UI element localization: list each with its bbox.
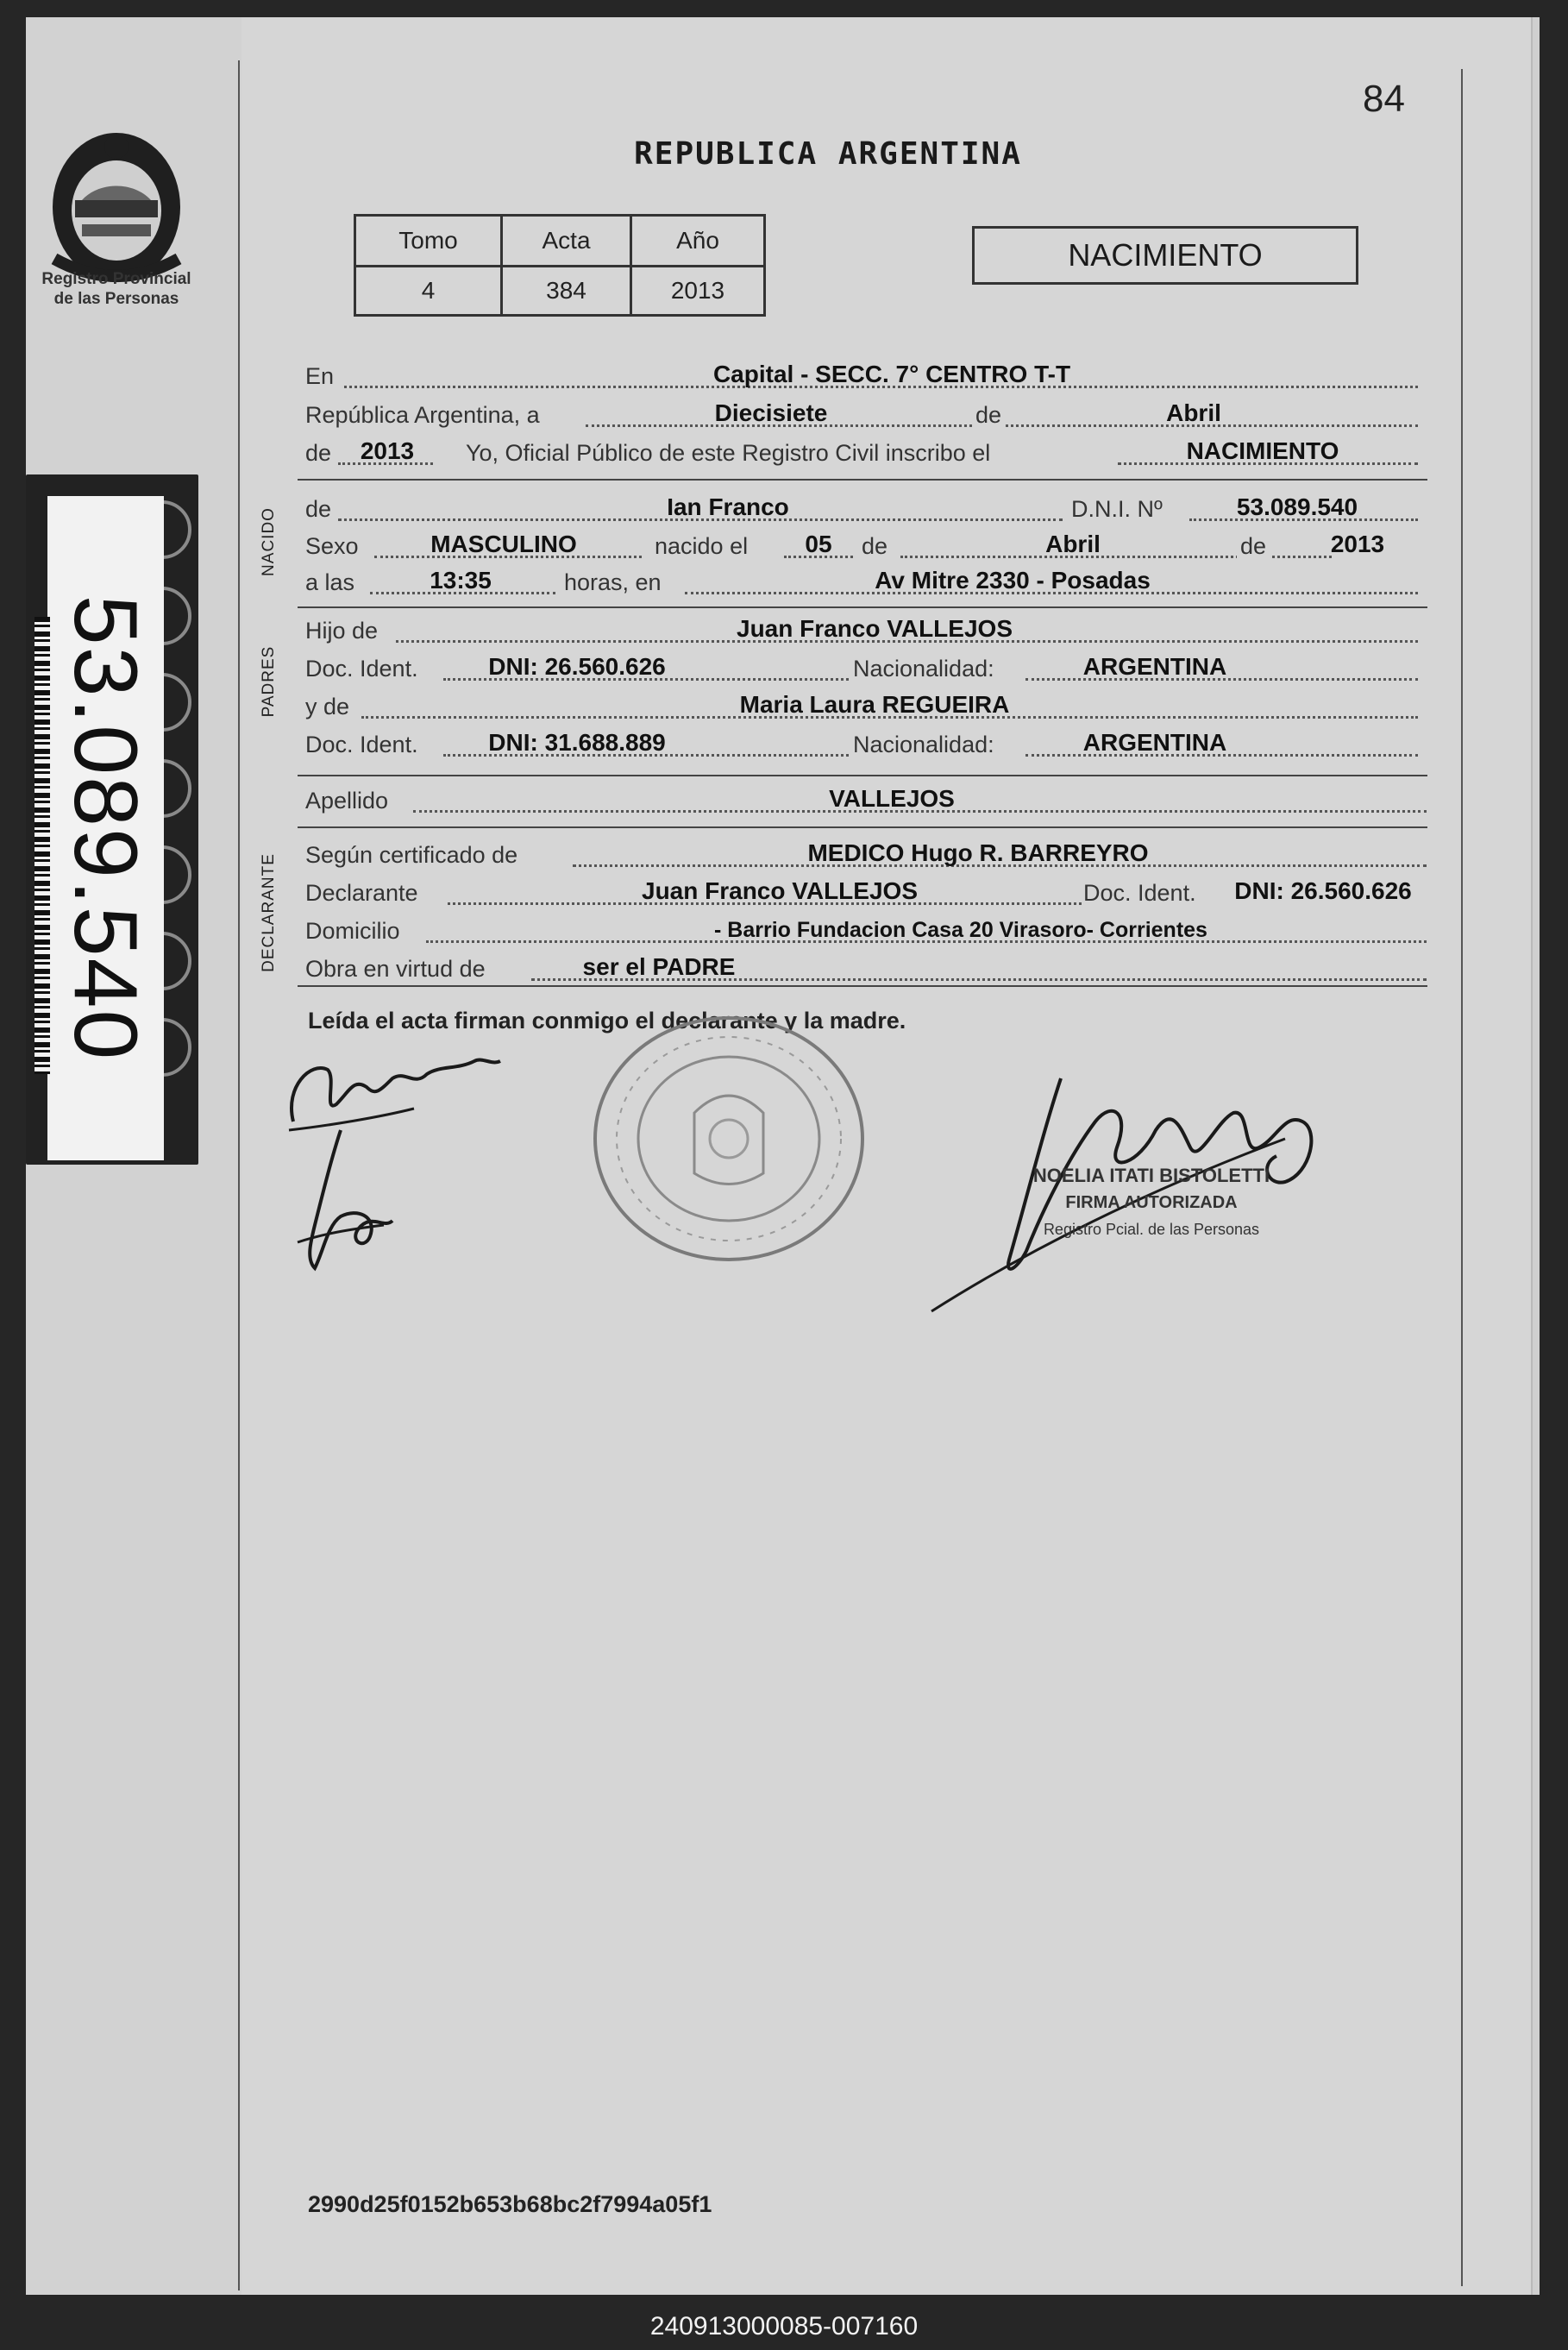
field-row-domicilio [305,915,1427,948]
value-lugar-nacimiento: Av Mitre 2330 - Posadas [875,567,1151,594]
value-dni: 53.089.540 [1236,493,1358,520]
issuer-name-line1: Registro Provincial [41,270,191,288]
section-tag-padres: PADRES [260,645,278,718]
side-label-number: 53.089.540 [55,594,155,1062]
field-row-lugar-inscripcion [305,361,1418,393]
value-certificado: MEDICO Hugo R. BARREYRO [807,839,1149,866]
value-hora: 13:35 [430,567,492,594]
field-row-padre-doc [305,653,1418,686]
side-barcode [34,617,50,1074]
page-edge [1531,17,1540,2295]
field-row-declarante [305,877,1427,910]
document-title: REPUBLICA ARGENTINA [634,136,1022,172]
margin-line-right [1461,69,1463,2286]
label-de: de [972,402,1005,429]
field-row-fecha-inscripcion [305,399,1418,432]
label-en: En [305,363,335,389]
label-inscribo: Yo, Oficial Público de este Registro Civil inscribo el [466,440,991,466]
value-sexo: MASCULINO [430,531,577,557]
header-anio: Año [631,216,765,267]
value-padre: Juan Franco VALLEJOS [737,615,1013,642]
label-doc-ident: Doc. Ident. [305,656,418,682]
margin-line-left [238,60,240,2290]
issuer-name-line2: de las Personas [53,290,179,308]
value-nombre: Ian Franco [667,493,789,520]
label-sexo: Sexo [305,533,359,559]
label-nacionalidad: Nacionalidad: [853,732,994,757]
section-divider [298,826,1427,828]
field-row-hora-lugar [305,567,1418,600]
official-seal [586,1009,871,1268]
label-doc-ident: Doc. Ident. [305,732,418,757]
page-number: 84 [1363,78,1405,120]
label-obra: Obra en virtud de [305,956,486,982]
field-row-madre-doc [305,729,1418,762]
value-tomo: 4 [355,267,502,316]
label-y-de: y de [305,694,350,719]
field-row-padre [305,615,1418,648]
field-row-apellido [305,785,1427,818]
header-acta: Acta [502,216,631,267]
label-de: de [305,496,332,522]
value-anio: 2013 [631,267,765,316]
official-name: NOELIA ITATI BISTOLETTI [1032,1165,1270,1186]
label-apellido: Apellido [305,788,389,814]
value-madre: Maria Laura REGUEIRA [739,691,1010,718]
section-tag-nacido: NACIDO [260,507,278,576]
section-divider [298,606,1427,608]
value-madre-doc: DNI: 31.688.889 [488,729,666,756]
record-table-value-row [355,267,765,316]
official-office: Registro Pcial. de las Personas [1043,1221,1260,1238]
field-row-madre [305,691,1418,724]
document-hash: 2990d25f0152b653b68bc2f7994a05f1 [308,2191,712,2217]
field-row-sexo-fecha [305,531,1418,563]
issuer-name [17,269,216,309]
value-dia-inscripcion: Diecisiete [714,399,828,426]
label-republica: República Argentina, a [305,402,540,428]
value-apellido: VALLEJOS [829,785,955,812]
value-nac-anio: 2013 [1330,531,1385,557]
value-inscribo: NACIMIENTO [1186,437,1339,464]
value-madre-nacionalidad: ARGENTINA [1082,729,1227,756]
label-nacionalidad: Nacionalidad: [853,656,994,682]
header-tomo: Tomo [355,216,502,267]
act-type-box: NACIMIENTO [972,226,1358,285]
official-signature [923,1061,1380,1320]
label-de: de [305,440,332,466]
value-obra: ser el PADRE [582,953,736,980]
mother-signature [289,1122,418,1285]
value-lugar-inscripcion: Capital - SECC. 7° CENTRO T-T [712,361,1071,387]
label-de: de [862,533,888,559]
field-row-certificado [305,839,1427,872]
field-row-nombre [305,493,1418,526]
label-domicilio: Domicilio [305,918,400,944]
value-domicilio: - Barrio Fundacion Casa 20 Virasoro- Corrientes [714,918,1207,942]
record-reference-table [354,214,766,317]
value-padre-doc: DNI: 26.560.626 [488,653,666,680]
official-role: FIRMA AUTORIZADA [1065,1193,1238,1212]
label-horas-en: horas, en [564,569,662,595]
field-row-obra [305,953,1427,986]
section-divider [298,775,1427,776]
field-row-inscribo [305,437,1418,470]
value-nac-mes: Abril [1045,531,1101,557]
value-anio-inscripcion: 2013 [360,437,415,464]
label-declarante: Declarante [305,880,418,906]
value-declarante-doc: DNI: 26.560.626 [1234,877,1412,904]
section-tag-declarante: DECLARANTE [260,853,278,972]
label-doc-ident: Doc. Ident. [1083,880,1196,906]
value-mes-inscripcion: Abril [1166,399,1221,426]
value-padre-nacionalidad: ARGENTINA [1082,653,1227,680]
value-declarante: Juan Franco VALLEJOS [642,877,918,904]
label-de: de [1237,533,1270,560]
label-nacido-el: nacido el [655,533,749,559]
section-divider [298,479,1427,481]
label-certificado: Según certificado de [305,842,518,868]
label-a-las: a las [305,569,355,595]
label-dni: D.N.I. Nº [1071,496,1163,522]
scan-caption: 240913000085-007160 [649,2312,919,2341]
value-nac-dia: 05 [805,531,832,557]
closing-statement: Leída el acta firman conmigo el declarante y la madre. [308,1008,906,1034]
record-table-header-row [355,216,765,267]
label-hijo-de: Hijo de [305,618,379,644]
value-acta: 384 [502,267,631,316]
